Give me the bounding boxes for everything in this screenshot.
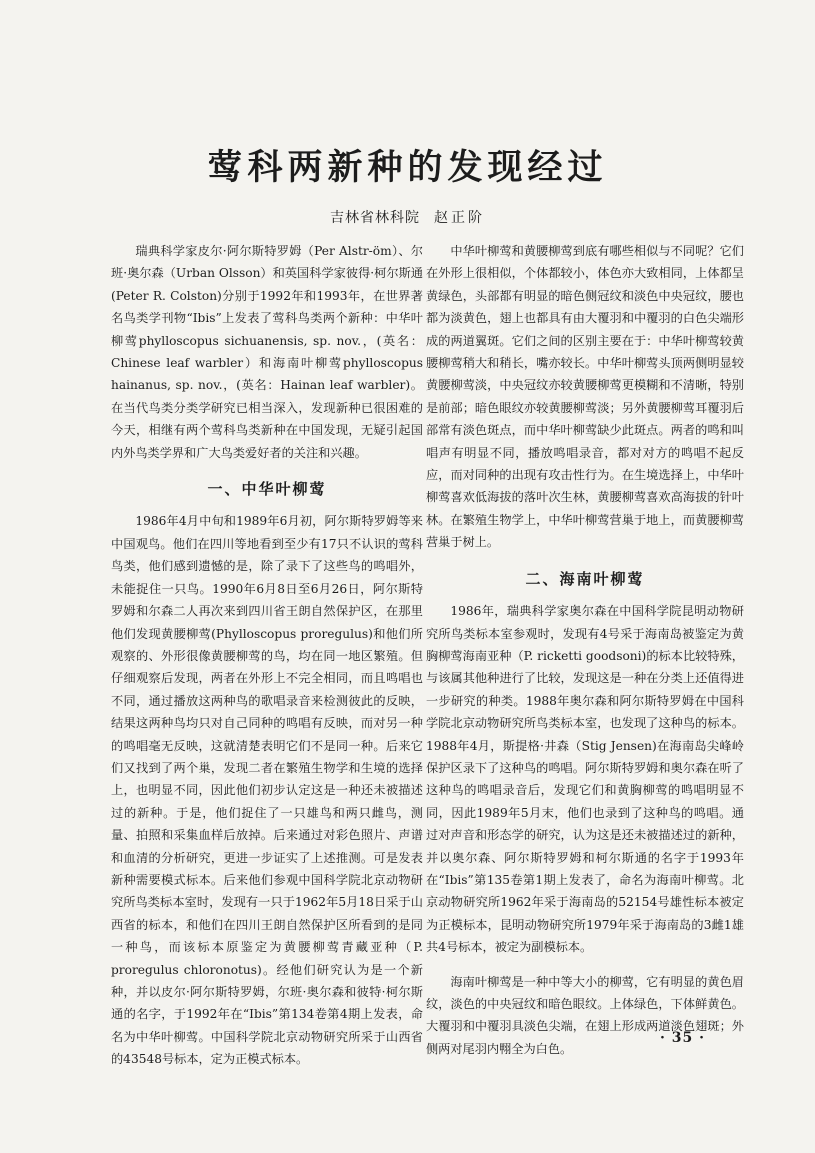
author-affiliation: 吉林省林科院 (330, 210, 420, 226)
article-title: 莺科两新种的发现经过 (207, 148, 608, 188)
byline (0, 207, 815, 227)
comparison-paragraph: 中华叶柳莺和黄腰柳莺到底有哪些相似与不同呢？它们在外形上很相似，个体都较小，体色亦大致相同，上体都呈黄绿色，头部都有明显的暗色侧冠纹和淡色中央冠纹，腰也都为淡黄色，翅上也都具有由大覆羽和中覆羽的白色尖端形成的两道翼斑。它们之间的区别主要在于：中华叶柳莺较黄腰柳莺稍大和稍长，嘴亦较长。中华叶柳莺头顶两侧明显较黄腰柳莺淡，中央冠纹亦较黄腰柳莺更模糊和不清晰，特别是前部；暗色眼纹亦较黄腰柳莺淡；另外黄腰柳莺耳覆羽后部常有淡色斑点，而中华叶柳莺缺少此斑点。两者的鸣和叫唱声有明显不同，播放鸣唱录音，都对对方的鸣唱不起反应，而对同种的出现有攻击性行为。在生境选择上，中华叶柳莺喜欢低海拔的落叶次生林，黄腰柳莺喜欢高海拔的针叶林。在繁殖生物学上，中华叶柳莺营巢于地上，而黄腰柳莺营巢于树上。 (426, 244, 744, 550)
intro-paragraph: 瑞典科学家皮尔·阿尔斯特罗姆（Per Alstr-öm）、尔班·奥尔森（Urban Olsson）和英国科学家彼得·柯尔斯通(Peter R. Colston)分别于1992年和1993年，在世界著名鸟类学刊物“Ibis”上发表了莺科鸟类两个新种：中华叶柳莺phylloscopus sichuanensis, sp. nov.，(英名：Chinese leaf warbler）和海南叶柳莺phylloscopus hainanus, sp. nov.，(英名：Hainan leaf warbler)。在当代鸟类分类学研究已相当深入，发现新种已很困难的今天，相继有两个莺科鸟类新种在中国发现，无疑引起国内外鸟类学界和广大鸟类爱好者的关注和兴趣。 (111, 244, 423, 460)
left-column (111, 240, 423, 1071)
section2-paragraph: 1986年，瑞典科学家奥尔森在中国科学院昆明动物研究所鸟类标本室参观时，发现有4号采于海南岛被鉴定为黄胸柳莺海南亚种（P. ricketti goodsoni)的标本比较特殊，与该属其他种进行了比较，发现这是一种在分类上还值得进一步研究的种类。1988年奥尔森和阿尔斯特罗姆在中国科学院北京动物研究所鸟类标本室，也发现了这种鸟的标本。1988年4月，斯提格·井森（Stig Jensen)在海南岛尖峰岭保护区录下了这种鸟的鸣唱。阿尔斯特罗姆和奥尔森在听了这种鸟的鸣唱录音后，发现它们和黄胸柳莺的鸣唱明显不同，因此1989年5月末，他们也录到了这种鸟的鸣唱。通过对声音和形态学的研究，认为这是还未被描述过的新种，并以奥尔森、阿尔斯特罗姆和柯尔斯通的名字于1993年在“Ibis”第135卷第1期上发表了，命名为海南叶柳莺。北京动物研究所1962年采于海南岛的52154号雄性标本被定为正模标本，昆明动物研究所1979年采于海南岛的3雌1雄共4号标本，被定为副模标本。 (426, 604, 744, 955)
page-number: · 35 · (660, 1030, 705, 1046)
author-name: 赵正阶 (434, 210, 485, 226)
section-heading-hainan-leaf-warbler: 二、海南叶柳莺 (525, 569, 645, 588)
section1-paragraph: 1986年4月中旬和1989年6月初，阿尔斯特罗姆等来中国观鸟。他们在四川等地看到至少有17只不认识的莺科鸟类，他们感到遗憾的是，除了录下了这些鸟的鸣唱外，未能捉住一只鸟。1990年6月8日至6月26日，阿尔斯特罗姆和尔森二人再次来到四川省王朗自然保护区，在那里他们发现黄腰柳莺(Phylloscopus proregulus)和他们所观察的、外形很像黄腰柳莺的鸟，均在同一地区繁殖。但仔细观察后发现，两者在外形上不完全相同，而且鸣唱也不同，通过播放这两种鸟的歌唱录音来检测彼此的反映，结果这两种鸟均只对自己同种的鸣唱有反映，而对另一种的鸣唱毫无反映，这就清楚表明它们不是同一种。后来它们又找到了两个巢，发现二者在繁殖生物学和生境的选择上，也明显不同，因此他们初步认定这是一种还未被描述过的新种。于是，他们捉住了一只雄鸟和两只雌鸟，测量、拍照和采集血样后放掉。后来通过对彩色照片、声谱和血清的分析研究，更进一步证实了上述推测。可是发表新种需要模式标本。后来他们参观中国科学院北京动物研究所鸟类标本室时，发现有一只于1962年5月18日采于山西省的标本，和他们在四川王朗自然保护区所看到的是同一种鸟，而该标本原鉴定为黄腰柳莺青藏亚种（P. proregulus chloronotus)。经他们研究认为是一个新种，并以皮尔·阿尔斯特罗姆，尔班·奥尔森和彼特·柯尔斯通的名字，于1992年在“Ibis”第134卷第4期上发表，命名为中华叶柳莺。中国科学院北京动物研究所采于山西省的43548号标本，定为正模式标本。 (111, 514, 423, 1067)
right-column (426, 240, 744, 1060)
description-paragraph: 海南叶柳莺是一种中等大小的柳莺，它有明显的黄色眉纹，淡色的中央冠纹和暗色眼纹。上体绿色，下体鲜黄色。大覆羽和中覆羽具淡色尖端，在翅上形成两道淡色翅斑；外侧两对尾羽内翈全为白色。 (426, 974, 744, 1056)
section-heading-chinese-leaf-warbler: 一、中华叶柳莺 (207, 480, 327, 499)
